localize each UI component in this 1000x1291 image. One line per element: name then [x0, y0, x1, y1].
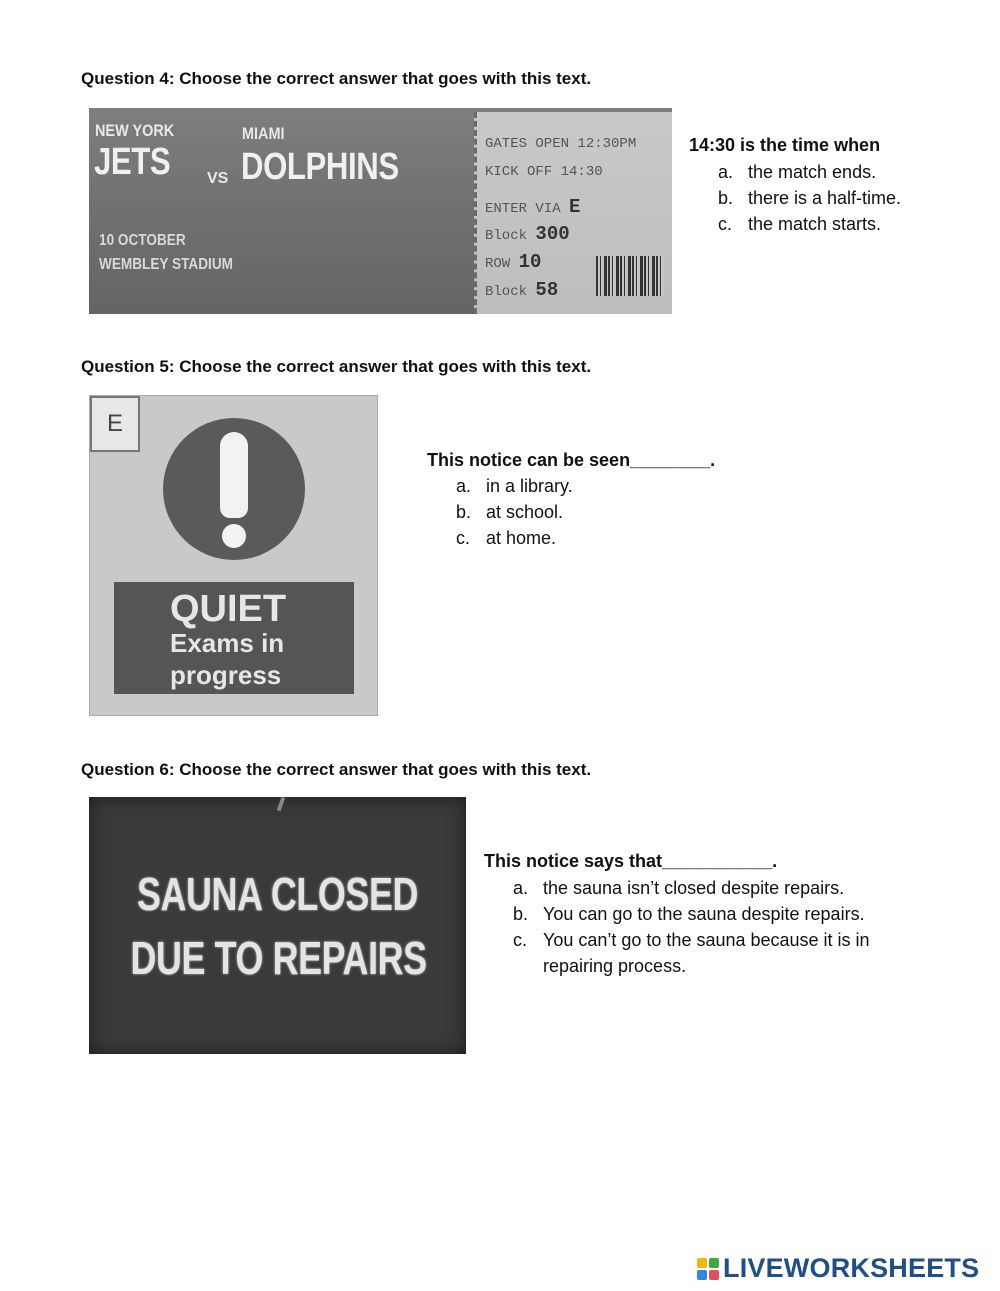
sauna-sign-image: [89, 797, 466, 1054]
option-b[interactable]: [513, 901, 903, 927]
row-value: 10: [518, 251, 542, 273]
ticket-main: [89, 108, 474, 314]
liveworksheets-logo: [697, 1253, 979, 1284]
option-c[interactable]: [513, 927, 903, 979]
option-letter: b.: [718, 188, 734, 208]
option-a[interactable]: [456, 473, 756, 499]
enter-via: [485, 196, 580, 218]
barcode-icon: [596, 256, 664, 296]
logo-block: [709, 1270, 719, 1280]
exclamation-icon: [220, 432, 248, 518]
sign-progress-text: progress: [170, 660, 282, 690]
match-date: 10 OCTOBER: [99, 232, 186, 249]
gates-open: GATES OPEN 12:30PM: [485, 136, 637, 152]
ticket-image: [89, 108, 672, 314]
option-a[interactable]: [718, 159, 978, 185]
exclamation-dot-icon: [222, 524, 246, 548]
sign-corner-label: E: [90, 396, 140, 452]
option-text: the match ends.: [748, 162, 877, 182]
question-6-prompt: This notice says that___________.: [484, 851, 778, 871]
vs-label: VS: [207, 170, 229, 187]
logo-block: [697, 1270, 707, 1280]
row-label: ROW: [485, 256, 511, 272]
option-text: the match starts.: [748, 214, 882, 234]
sauna-line-2: DUE TO REPAIRS: [130, 932, 427, 984]
row: [485, 251, 541, 273]
question-5-options: [456, 473, 756, 551]
team2-name: DOLPHINS: [241, 146, 399, 188]
block: [485, 223, 570, 245]
question-5-prompt: This notice can be seen________.: [427, 450, 716, 470]
question-4-prompt: 14:30 is the time when: [689, 135, 881, 155]
sign-exams-text: Exams in: [170, 628, 285, 658]
block-value: 300: [535, 223, 570, 245]
logo-text: LIVEWORKSHEETS: [723, 1253, 980, 1283]
sign-hook-icon: [277, 797, 286, 811]
option-b[interactable]: [718, 185, 978, 211]
option-letter: a.: [513, 878, 529, 898]
match-venue: WEMBLEY STADIUM: [99, 256, 233, 273]
block2-label: Block: [485, 284, 528, 300]
option-a[interactable]: [513, 875, 903, 901]
logo-blocks-icon: [697, 1258, 719, 1280]
enter-via-value: E: [569, 196, 581, 218]
team2-city: MIAMI: [242, 124, 285, 143]
quiet-sign-image: [89, 395, 378, 716]
option-text: at home.: [486, 528, 557, 548]
question-5-heading: Question 5: Choose the correct answer that goes with this text.: [81, 357, 592, 376]
option-c[interactable]: [718, 211, 978, 237]
team1-name: JETS: [94, 141, 171, 183]
option-letter: c.: [513, 930, 528, 950]
option-text: in a library.: [486, 476, 573, 496]
option-text: at school.: [486, 502, 564, 522]
question-4-heading: Question 4: Choose the correct answer that goes with this text.: [81, 69, 592, 88]
option-c[interactable]: [456, 525, 756, 551]
ticket-stub: [474, 112, 672, 314]
option-b[interactable]: [456, 499, 756, 525]
logo-block: [709, 1258, 719, 1268]
block2-value: 58: [535, 279, 559, 301]
option-letter: b.: [456, 502, 472, 522]
team1-city: NEW YORK: [95, 121, 175, 140]
question-4-options: [718, 159, 978, 237]
option-letter: a.: [456, 476, 472, 496]
sauna-line-1: SAUNA CLOSED: [136, 868, 419, 920]
block-label: Block: [485, 228, 528, 244]
option-text: the sauna isn’t closed despite repairs.: [543, 878, 845, 898]
option-letter: c.: [456, 528, 471, 548]
enter-via-label: ENTER VIA: [485, 201, 561, 217]
block-2: [485, 279, 558, 301]
question-6-options: [513, 875, 903, 979]
option-letter: b.: [513, 904, 529, 924]
logo-block: [697, 1258, 707, 1268]
option-letter: c.: [718, 214, 733, 234]
question-6-heading: Question 6: Choose the correct answer that goes with this text.: [81, 760, 592, 779]
option-letter: a.: [718, 162, 734, 182]
sign-quiet-text: QUIET: [170, 588, 287, 630]
option-text: You can go to the sauna despite repairs.: [543, 904, 865, 924]
option-text: You can’t go to the sauna because it is in repairing process.: [543, 930, 870, 976]
option-text: there is a half-time.: [748, 188, 902, 208]
kick-off: KICK OFF 14:30: [485, 164, 603, 180]
